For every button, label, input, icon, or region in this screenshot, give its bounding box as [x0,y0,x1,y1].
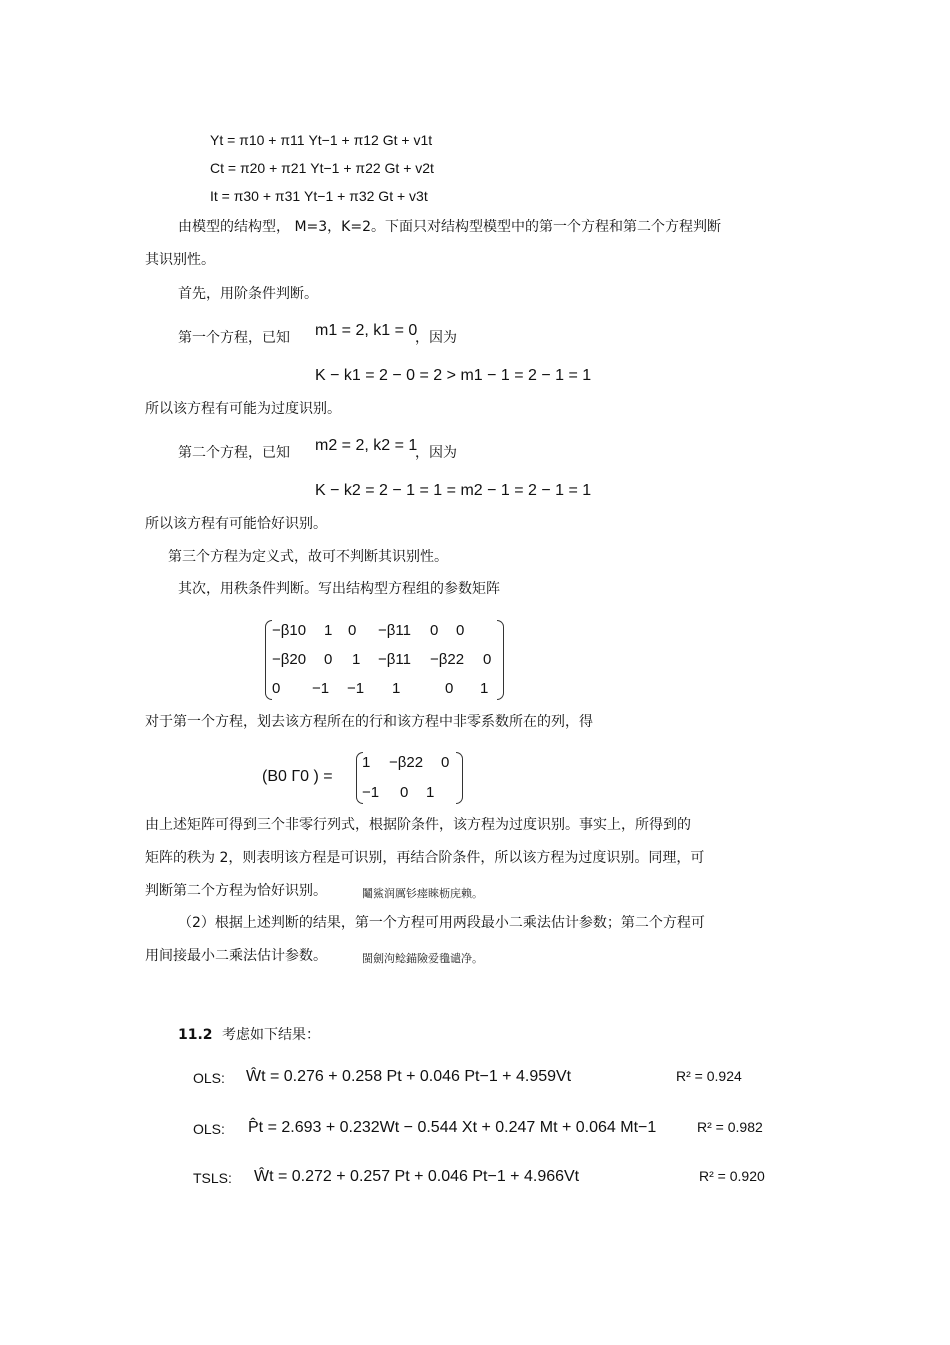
reduced-matrix-cell: 1 [362,754,371,771]
estimation-method-line-1: （2）根据上述判断的结果，第一个方程可用两段最小二乘法估计参数；第二个方程可 [178,915,705,931]
first-eq-because: ，因为 [415,330,457,346]
first-eq-conclusion: 所以该方程有可能为过度识别。 [145,401,341,417]
result-2-method: OLS: [193,1121,225,1137]
second-eq-conclusion: 所以该方程有可能恰好识别。 [145,516,327,532]
rank-conclusion-line-3: 判断第二个方程为恰好识别。 [145,883,327,899]
paragraph-structure-intro-cont: 其识别性。 [145,252,215,268]
second-eq-because: ，因为 [415,445,457,461]
matrix-cell: 1 [352,651,361,668]
matrix-right-paren [497,620,504,700]
matrix-cell: −β11 [378,622,411,639]
matrix-cell: 0 [483,651,492,668]
second-eq-order-equality: K − k2 = 2 − 1 = 1 = m2 − 1 = 2 − 1 = 1 [315,482,592,499]
reduced-matrix-cell: 0 [441,754,450,771]
result-3-method: TSLS: [193,1170,232,1186]
result-1-method: OLS: [193,1070,225,1086]
first-eq-order-inequality: K − k1 = 2 − 0 = 2 > m1 − 1 = 2 − 1 = 1 [315,367,592,384]
matrix-cell: 1 [324,622,333,639]
result-1-r-squared: R² = 0.924 [676,1068,742,1084]
rank-conclusion-line-1: 由上述矩阵可得到三个非零行列式，根据阶条件，该方程为过度识别。事实上，所得到的 [145,817,691,833]
reduced-matrix-right-paren [456,752,463,804]
reduced-matrix-label: (B0 Γ0 ) = [262,768,333,785]
rank-condition-intro: 其次，用秩条件判断。写出结构型方程组的参数矩阵 [178,581,500,597]
rank-conclusion-line-2: 矩阵的秩为 2，则表明该方程是可识别，再结合阶条件，所以该方程为过度识别。同理，可 [145,850,705,866]
reduced-form-eq-2: Ct = π20 + π21 Yt−1 + π22 Gt + v2t [210,160,434,176]
reduced-matrix-cell: −1 [362,784,380,801]
reduced-form-eq-1: Yt = π10 + π11 Yt−1 + π12 Gt + v1t [210,132,433,148]
matrix-cell: 0 [272,680,281,697]
matrix-cell: −β20 [272,651,307,668]
result-1-equation: Ŵt = 0.276 + 0.258 Pt + 0.046 Pt−1 + 4.959Vt [246,1068,572,1085]
estimation-method-line-2: 用间接最小二乘法估计参数。 [145,948,327,964]
matrix-cell: 0 [324,651,333,668]
second-eq-known-label: 第二个方程，已知 [178,445,290,461]
first-eq-known-values: m1 = 2, k1 = 0 [315,322,418,339]
matrix-cell: −β22 [430,651,465,668]
matrix-cell: 0 [430,622,439,639]
matrix-left-paren [265,620,272,700]
garbled-watermark-text: 鬮鯊润厲钐瘗睞枥庑赖。 [362,887,483,900]
reduced-matrix-cell: 1 [426,784,435,801]
third-eq-note: 第三个方程为定义式，故可不判断其识别性。 [168,549,448,565]
section-title: 考虑如下结果： [222,1027,320,1043]
result-3-equation: Ŵt = 0.272 + 0.257 Pt + 0.046 Pt−1 + 4.966Vt [254,1168,580,1185]
matrix-cell: 1 [480,680,489,697]
reduced-matrix-cell: 0 [400,784,409,801]
first-eq-known-label: 第一个方程，已知 [178,330,290,346]
first-eq-rank-procedure: 对于第一个方程，划去该方程所在的行和该方程中非零系数所在的列，得 [145,714,593,730]
matrix-cell: −β11 [378,651,411,668]
second-eq-known-values: m2 = 2, k2 = 1 [315,437,418,454]
paragraph-structure-intro: 由模型的结构型， M=3，K=2。下面只对结构型模型中的第一个方程和第二个方程判断 [178,219,721,235]
result-2-r-squared: R² = 0.982 [697,1119,763,1135]
result-2-equation: P̂t = 2.693 + 0.232Wt − 0.544 Xt + 0.247 Mt + 0.064 Mt−1 [248,1119,657,1136]
reduced-matrix-cell: −β22 [389,754,424,771]
matrix-cell: 1 [392,680,401,697]
section-number: 11.2 [178,1027,213,1043]
result-3-r-squared: R² = 0.920 [699,1168,765,1184]
matrix-cell: −1 [347,680,365,697]
matrix-cell: 0 [348,622,357,639]
matrix-cell: 0 [445,680,454,697]
reduced-form-eq-3: It = π30 + π31 Yt−1 + π32 Gt + v3t [210,188,428,204]
matrix-cell: −1 [312,680,330,697]
matrix-cell: −β10 [272,622,307,639]
garbled-watermark-text: 閩劍泃鲶錨險爱氇谴净。 [362,952,483,965]
matrix-cell: 0 [456,622,465,639]
paragraph-order-condition: 首先，用阶条件判断。 [178,286,318,302]
